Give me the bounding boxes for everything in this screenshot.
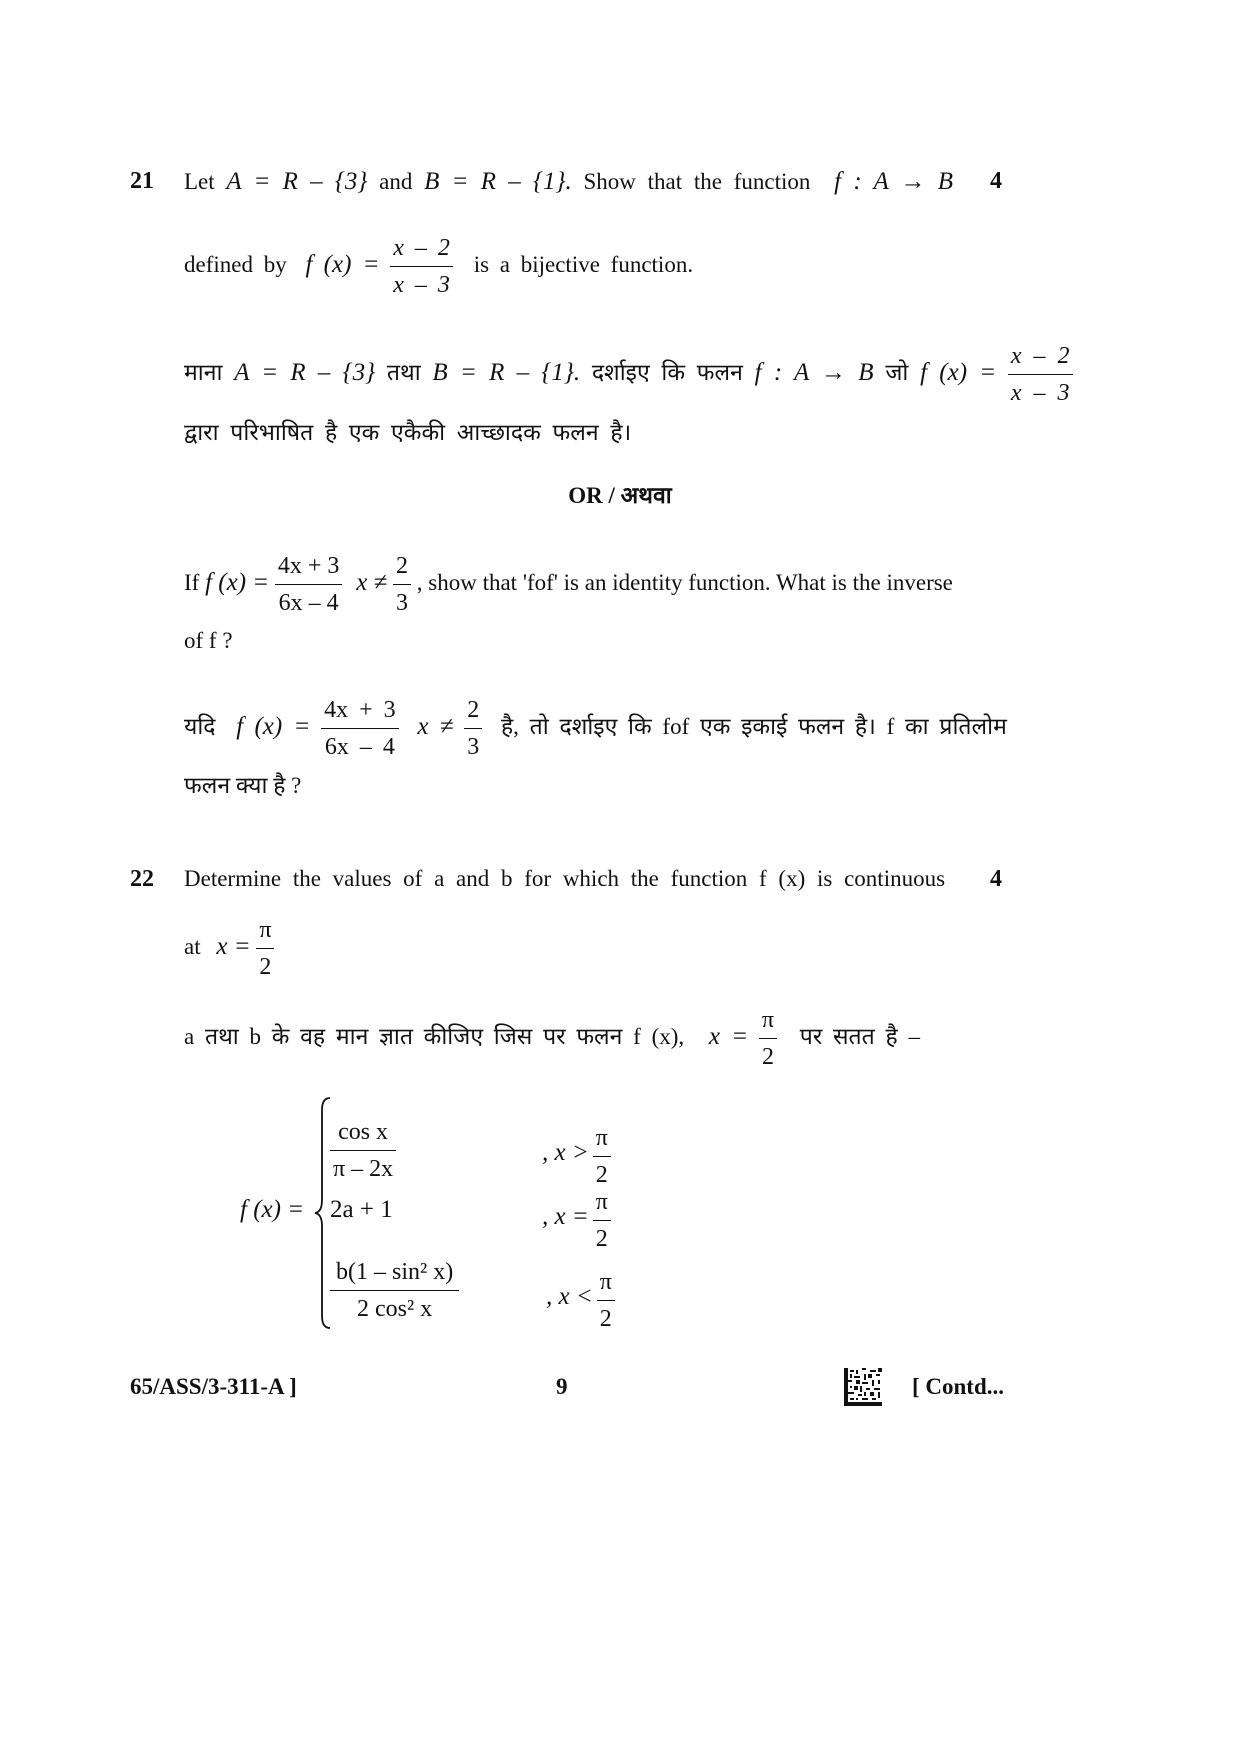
q21-alt-cond-numerator: 2 <box>393 548 411 585</box>
q21-hindi-fraction <box>1008 338 1073 411</box>
q21-alt-fx: f (x) = <box>205 568 270 596</box>
case-3-cond-numerator: π <box>597 1264 615 1301</box>
case-1-expression <box>330 1114 396 1187</box>
case-2-cond-denominator: 2 <box>595 1226 608 1252</box>
q21-alt-condition: x ≠ <box>356 568 388 596</box>
q21-hindi-set-b: B = R – {1}. <box>432 358 581 386</box>
q21-let: Let <box>184 169 215 194</box>
case-3-denominator: 2 cos² x <box>357 1296 433 1322</box>
q21-hindi-tatha: तथा <box>386 359 421 385</box>
q21-alt-cond-fraction <box>393 548 411 621</box>
piecewise-lhs: f (x) = <box>240 1196 305 1223</box>
q21-alt-hindi-condition: x ≠ <box>417 712 454 740</box>
case-1-fraction <box>330 1114 396 1187</box>
case-1-cond-numerator: π <box>593 1120 611 1157</box>
q21-hindi-show: दर्शाइए कि फलन <box>591 359 743 385</box>
case-1-cond-text: , x > <box>542 1139 589 1167</box>
case-2-cond-text: , x = <box>542 1203 589 1231</box>
q21-hindi-mana: माना <box>184 359 223 385</box>
q21-alt-cond-denominator: 3 <box>396 590 409 616</box>
q21-alt-hindi-line1 <box>184 692 1007 765</box>
q22-line1: Determine the values of a and b for which the function f (x) is continuous <box>184 866 946 891</box>
question-number: 21 <box>130 168 154 194</box>
q21-hindi-numerator: x – 2 <box>1008 338 1073 375</box>
q21-alt-hindi-fraction <box>321 692 399 765</box>
page-number: 9 <box>556 1374 568 1399</box>
q21-alt-hindi-fx: f (x) = <box>236 712 311 740</box>
q21-hindi-jo: जो <box>885 359 909 385</box>
case-3-fraction <box>330 1254 459 1327</box>
q21-bijective-text: is a bijective function. <box>473 251 694 277</box>
case-2-cond-fraction <box>593 1184 611 1257</box>
q21-alt-hindi-denominator: 6x – 4 <box>324 734 395 760</box>
q21-alt-numerator: 4x + 3 <box>275 548 343 585</box>
question-marks: 4 <box>990 168 1002 194</box>
q21-hindi-set-a: A = R – {3} <box>234 358 376 386</box>
or-separator: OR / अथवा <box>568 483 672 508</box>
continued-label: [ Contd... <box>912 1374 1005 1399</box>
case-1-cond-denominator: 2 <box>595 1162 608 1188</box>
q21-alt-hindi-cond-denominator: 3 <box>467 734 480 760</box>
case-2-condition <box>542 1184 611 1257</box>
case-1-denominator: π – 2x <box>333 1156 394 1182</box>
q22-hindi-suffix: पर सतत है – <box>799 1023 920 1049</box>
q21-fraction <box>390 230 453 303</box>
q22-pi-fraction <box>256 912 274 985</box>
q21-show-text: Show that the function <box>583 169 811 194</box>
q21-set-a: A = R – {3} <box>226 168 368 195</box>
q21-alt-hindi-cond-numerator: 2 <box>464 692 482 729</box>
case-1-cond-fraction <box>593 1120 611 1193</box>
q22-line2 <box>184 912 274 985</box>
q22-hindi-x-equals: x = <box>708 1022 749 1050</box>
q21-fx: f (x) = <box>305 250 380 278</box>
case-3-numerator: b(1 – sin² x) <box>330 1254 459 1291</box>
q21-hindi-mapping: f : A → B <box>754 358 874 386</box>
q21-set-b: B = R – {1}. <box>424 168 572 195</box>
case-3-cond-text: , x < <box>546 1283 593 1311</box>
q22-pi-denominator: 2 <box>259 954 272 980</box>
q22-hindi-pi-fraction <box>759 1002 777 1075</box>
question-number: 22 <box>130 866 154 892</box>
case-1-numerator: cos x <box>330 1114 396 1151</box>
q21-defined-by: defined by <box>184 251 287 277</box>
q22-x-equals: x = <box>216 932 251 960</box>
q21-alt-text: , show that 'fof' is an identity function. What is the inverse <box>416 569 953 595</box>
qr-code-icon <box>844 1368 882 1406</box>
case-3-cond-denominator: 2 <box>599 1306 612 1332</box>
q22-hindi-text: a तथा b के वह मान ज्ञात कीजिए जिस पर फलन f (x), <box>184 1023 685 1049</box>
case-3-cond-fraction <box>597 1264 615 1337</box>
q22-hindi-line1 <box>184 1002 920 1075</box>
q21-alt-line2: of f ? <box>184 628 233 653</box>
q21-numerator: x – 2 <box>390 230 453 267</box>
q21-alt-hindi-yadi: यदि <box>184 713 216 739</box>
q21-denominator: x – 3 <box>393 272 450 298</box>
q21-alt-if: If <box>184 569 200 595</box>
case-1-condition <box>542 1120 611 1193</box>
q21-hindi-line1 <box>184 338 1073 411</box>
q22-hindi-pi-denominator: 2 <box>761 1044 774 1070</box>
case-3-condition <box>546 1264 615 1337</box>
question-marks: 4 <box>990 866 1002 892</box>
q21-alt-hindi-numerator: 4x + 3 <box>321 692 399 729</box>
q21-hindi-denominator: x – 3 <box>1010 380 1070 406</box>
q21-mapping: f : A → B <box>834 168 954 195</box>
q21-alt-hindi-cond-fraction <box>464 692 482 765</box>
q22-at: at <box>184 933 201 959</box>
q21-alt-hindi-text: है, तो दर्शाइए कि fof एक इकाई फलन है। f का प्रतिलोम <box>500 713 1007 739</box>
q21-alt-line1 <box>184 548 953 621</box>
paper-code: 65/ASS/3-311-A ] <box>130 1374 297 1399</box>
q21-hindi-fx: f (x) = <box>920 358 997 386</box>
q21-line1 <box>184 168 953 196</box>
case-2-expression: 2a + 1 <box>330 1196 393 1223</box>
q21-line2 <box>184 230 693 303</box>
q21-alt-fraction <box>275 548 343 621</box>
case-2-cond-numerator: π <box>593 1184 611 1221</box>
q21-alt-denominator: 6x – 4 <box>278 590 339 616</box>
q21-alt-hindi-line2: फलन क्या है ? <box>184 773 302 798</box>
q21-and: and <box>379 169 413 194</box>
case-3-expression <box>330 1254 459 1327</box>
q21-hindi-line2: द्वारा परिभाषित है एक एकैकी आच्छादक फलन है। <box>184 420 632 445</box>
q22-pi-numerator: π <box>256 912 274 949</box>
q22-hindi-pi-numerator: π <box>759 1002 777 1039</box>
